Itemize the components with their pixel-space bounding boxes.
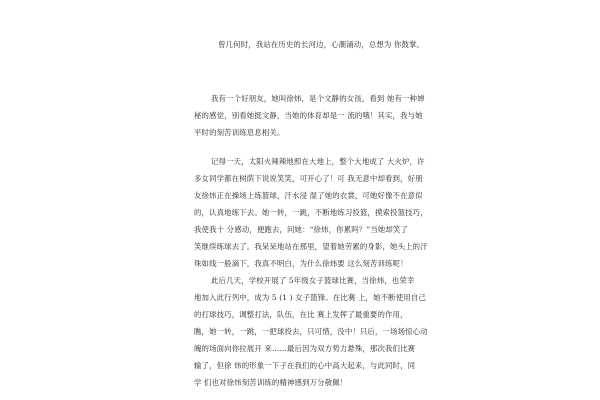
paragraph-2-line-5: 我使我十 分感动，便跑去，问她：“徐炜，你累吗？”当她却笑了 [194,225,408,234]
paragraph-3-line-4: 瞧，她一转，一跳，一把球投去，只可惜，没中！只后，一场场惊心动 [194,327,428,336]
opening-line: 曾几何时，我站在历史的长河边，心潮涌动，总想为 你鼓掌。 [218,40,425,49]
paragraph-3-line-3: 的打球技巧，调整打法，队伍，在比 赛上发挥了最重要的作用， [194,310,408,319]
paragraph-1-line-2: 秘的感觉，别看她挺文静，当她的体育却是一 流的哦！其实，我与她 [194,111,423,120]
paragraph-3-line-2: 地加入此行列中，成为 5 (1 ) 女子篮锋。在比赛 上，她不断使用自己 [194,293,426,302]
paragraph-3-line-1: 此后几天，学校开展了 5年级女子篮球比赛，当徐炜，也荣幸 [211,276,415,285]
paragraph-2-line-1: 记得一天，太阳火辣辣地照在大地上，整个大地成了 大火炉，许 [211,157,425,166]
paragraph-3-line-5: 魄的场面向你拉展开 来……最后因为双方势力悬殊，那次我们比赛 [194,344,416,353]
paragraph-2-line-6: 笑继续练球去了。我呆呆地站在那里，望着她劳累的身影，她头上的汗 [194,242,428,251]
paragraph-1-line-3: 平时的刻苦训练息息相关。 [194,128,285,137]
paragraph-3-line-7: 学 们也对徐炜刻苦训练的精神感到万分敬佩！ [194,378,348,387]
paragraph-2-line-7: 珠如线一般滴下，我真不明白，为什么徐炜要 这么刻苦训练呢！ [194,259,408,268]
paragraph-1-line-1: 我有一个好朋友，她叫徐炜，是个文静的女孩，看到 她有一种婵 [211,94,425,103]
paragraph-2-line-2: 多女同学都在树荫下说说笑笑，可开心了！可 我无意中却看到，好朋 [194,174,423,183]
paragraph-3-line-6: 输了，但徐 炜的形象一下子在我们的心中高大起来，与此同时，同 [194,361,416,370]
paragraph-2-line-3: 友徐炜正在操场上练篮球，汗水浸 湿了她的衣裳，可她好像不在意似 [194,191,423,200]
paragraph-2-line-4: 的，认真地练下去。她一转，一跳，不断地练习投篮，摸索投篮技巧， [194,208,428,217]
